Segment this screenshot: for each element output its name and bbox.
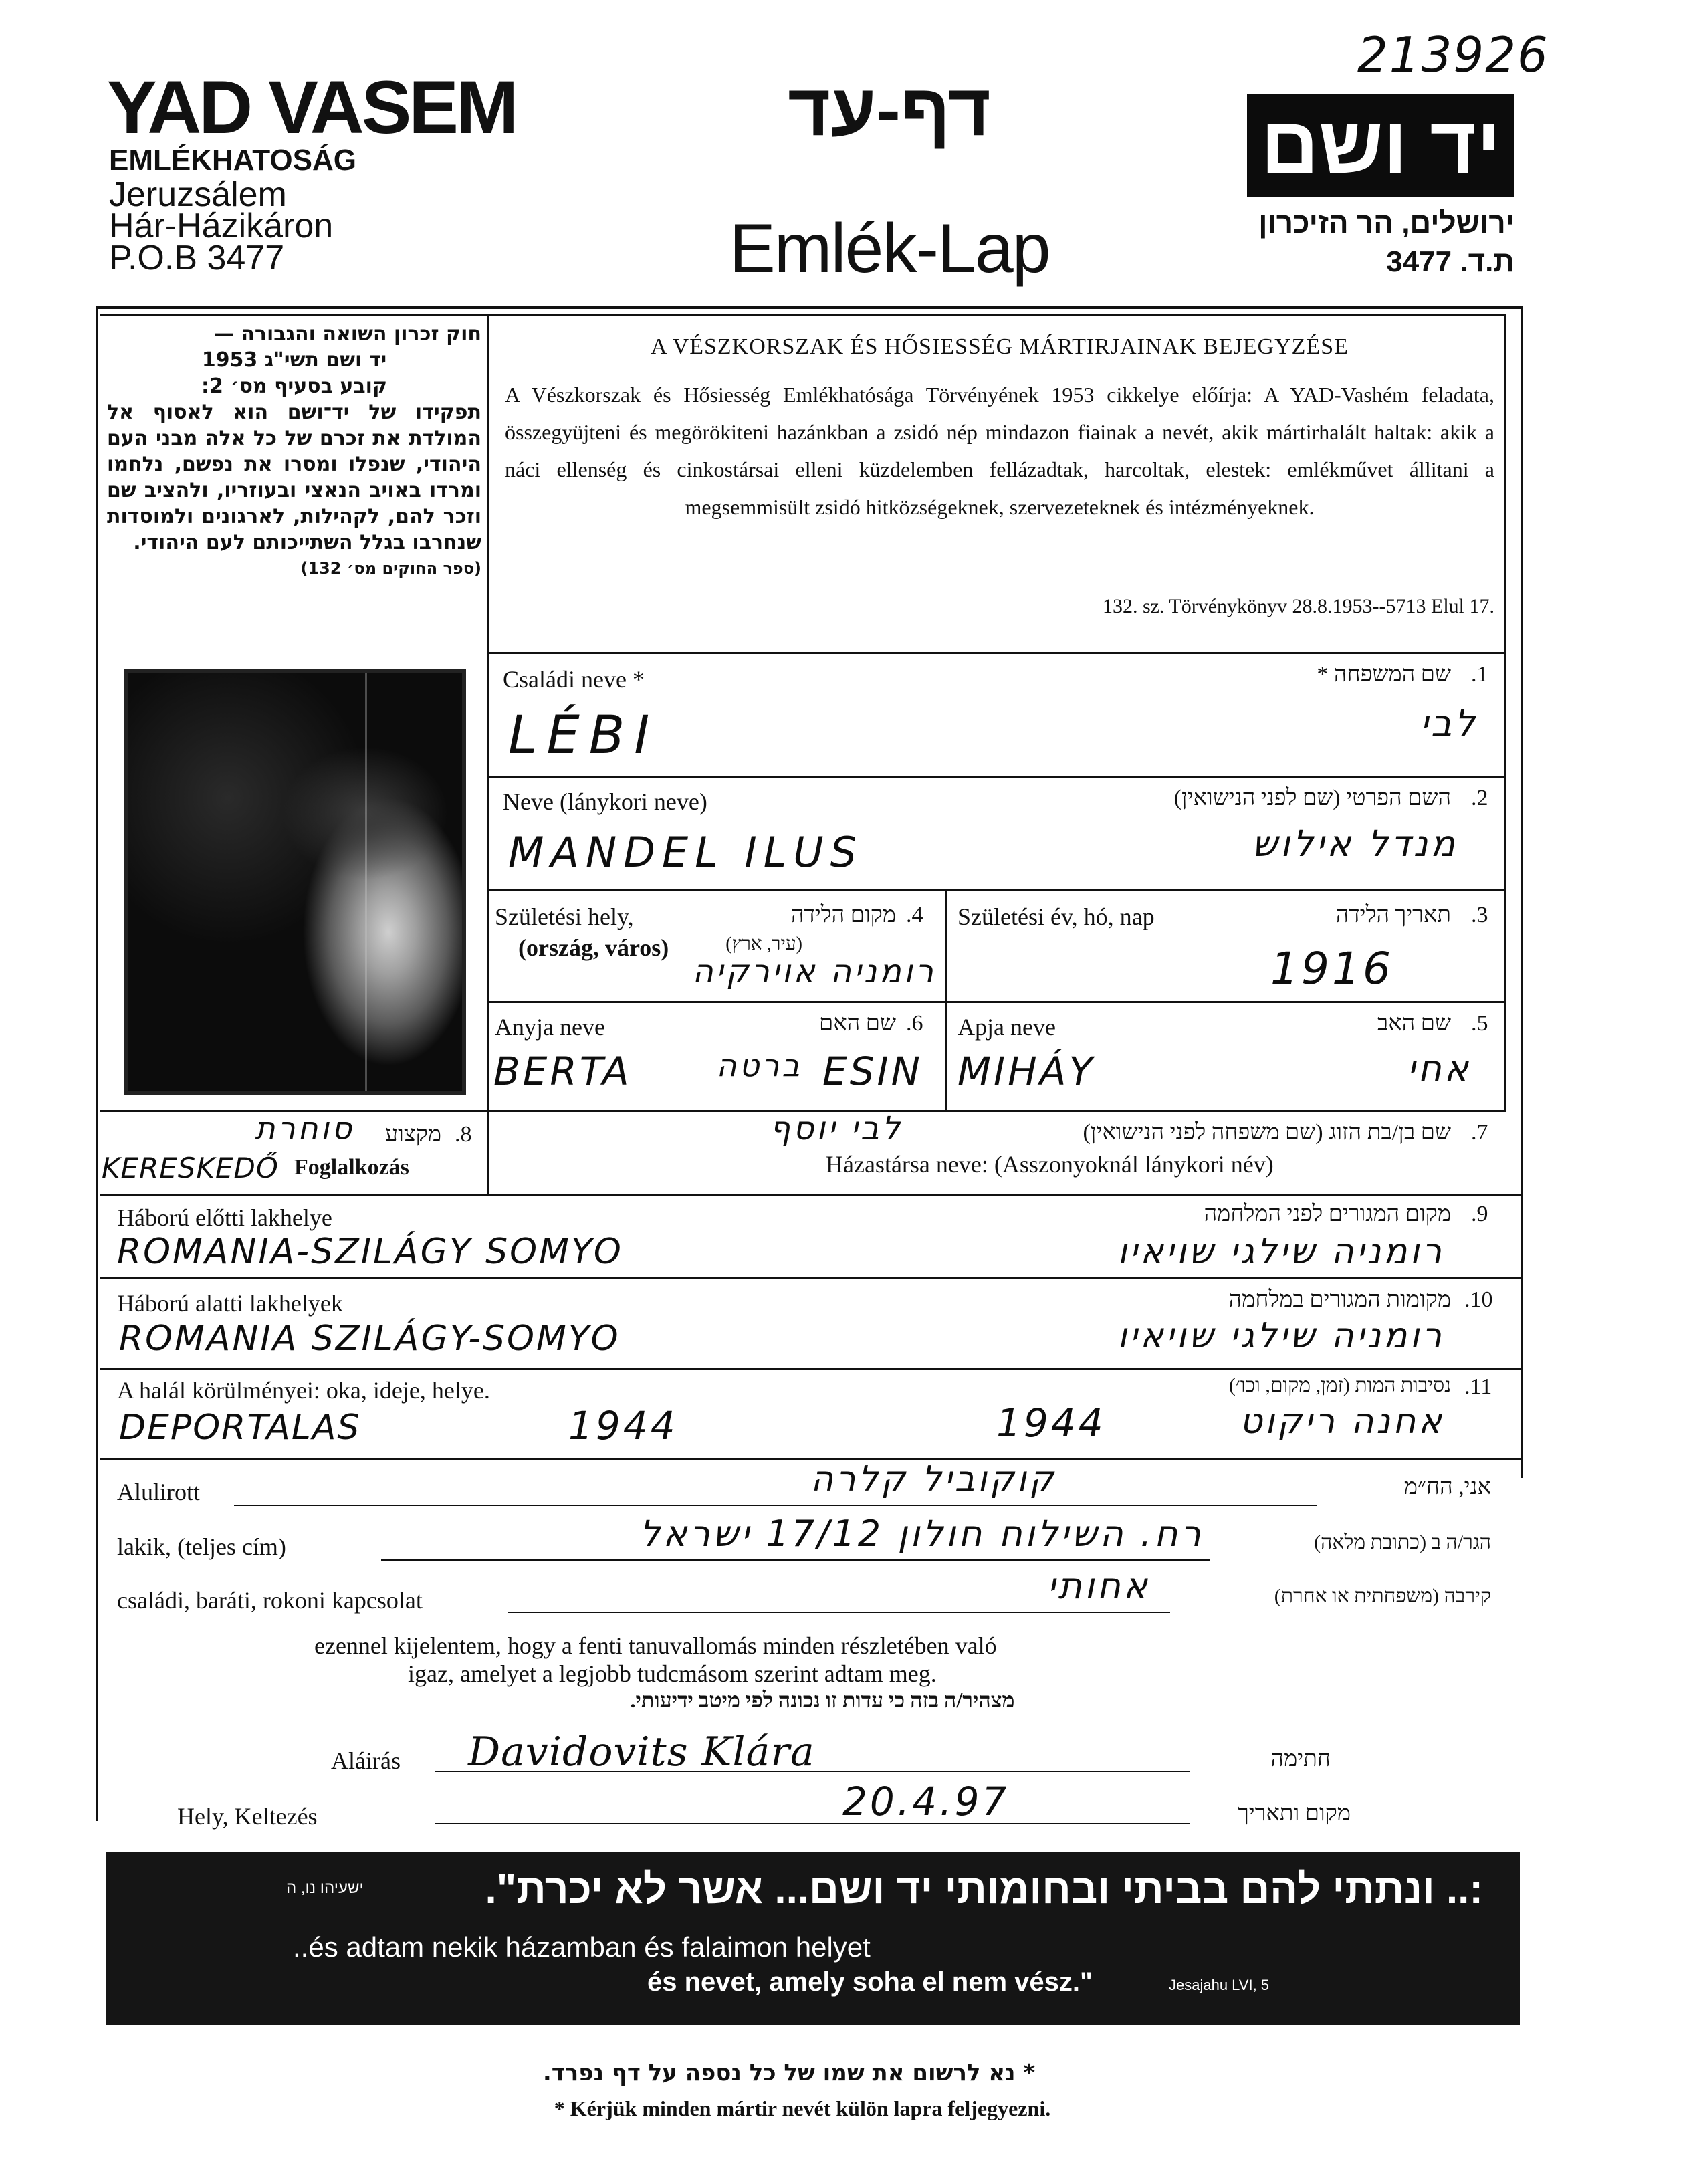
field10-label: Háború alatti lakhelyek <box>117 1290 343 1317</box>
field6-value-he: ברטה <box>716 1047 802 1083</box>
field5-label: Apja neve <box>958 1014 1056 1041</box>
field3-value: 1916 <box>1270 943 1393 994</box>
field2-label-he: השם הפרטי (שם לפני הנישואין) <box>1173 786 1451 810</box>
logo-text: יד ושם <box>1260 100 1501 190</box>
row4-top-line <box>487 1001 1506 1003</box>
footnote-hungarian: * Kérjük minden mártir nevét külön lapra feljegyezni. <box>554 2096 1051 2120</box>
declarant-address-label-he: הגר/ה ב (כתובת מלאה) <box>1314 1531 1491 1553</box>
field4-number: .4 <box>906 903 923 927</box>
photo-crease <box>365 673 367 1091</box>
row3-mid-line <box>945 889 947 1110</box>
field2-label: Neve (lánykori neve) <box>503 788 707 815</box>
field5-value-he: אחי <box>1407 1047 1471 1089</box>
field11-value-he: אחנה ריקוט <box>1240 1402 1444 1442</box>
field7-label-he: שם בן/בת הזוג (שם משפחה לפני הנישואין) <box>1083 1120 1451 1145</box>
declaration-hebrew: מצהיר/ה בזה כי עדות זו נכונה לפי מיטב ידיעותי. <box>630 1688 1015 1712</box>
declarant-address-line <box>381 1559 1210 1561</box>
row5-divider <box>487 1110 489 1194</box>
declarant-relation-line <box>508 1612 1170 1613</box>
signature-label-he: חתימה <box>1270 1747 1331 1771</box>
field2-value-he: מנדל אילוש <box>1252 823 1458 865</box>
hebrew-title: דף-עד <box>788 69 991 151</box>
field10-number: .10 <box>1464 1287 1493 1312</box>
field6-value: BERTA <box>493 1049 632 1094</box>
declarant-relation-value-he: אחותי <box>1047 1565 1150 1607</box>
field5-label-he: שם האב <box>1377 1011 1451 1036</box>
field1-label: Családi neve * <box>503 666 645 693</box>
field2-number: .2 <box>1471 786 1488 810</box>
org-city: Jeruzsálem <box>109 175 287 214</box>
field11-label-he: נסיבות המות (זמן, מקום, וכו׳) <box>1228 1374 1451 1396</box>
victim-photo <box>124 669 466 1095</box>
field4-label-2: (ország, város) <box>518 934 669 961</box>
field3-label-he: תאריך הלידה <box>1335 903 1451 927</box>
field10-label-he: מקומות המגורים במלחמה <box>1228 1287 1451 1312</box>
banner-hebrew-ref: ישעיהו נו, ה <box>286 1879 364 1897</box>
hebrew-law-heading: חוק זכרון השואה והגבורה — <box>213 322 481 346</box>
org-mountain: Hár-Házikáron <box>109 207 334 245</box>
row8-top-line <box>100 1368 1521 1370</box>
org-name: YAD VASEM <box>107 66 516 149</box>
declarant-name-value-he: קוקוביל קלרה <box>810 1459 1056 1499</box>
field9-value-he: רומניה שילגי שויאיו <box>1117 1232 1444 1272</box>
declarant-address-value-he: רח. השילוח חולון 17/12 ישראל <box>639 1513 1204 1555</box>
row1-top-line <box>487 652 1506 654</box>
field11-value-year: 1944 <box>568 1403 678 1448</box>
hebrew-pob: ת.ד. 3477 <box>1386 245 1514 278</box>
field9-number: .9 <box>1471 1202 1488 1226</box>
declarant-name-label: Alulirott <box>117 1479 200 1505</box>
archive-number: 213926 <box>1357 27 1549 83</box>
banner-hungarian-ref: Jesajahu LVI, 5 <box>1169 1977 1270 1993</box>
declarant-name-line <box>234 1505 1317 1506</box>
field7-value-he: לבי יוסף <box>770 1110 903 1148</box>
banner-hungarian-2: és nevet, amely soha el nem vész." <box>647 1967 1093 1997</box>
field7-number: .7 <box>1471 1120 1488 1145</box>
field4-label2-he: (עיר, ארץ) <box>725 934 802 954</box>
org-subtitle: EMLÉKHATOSÁG <box>109 144 356 177</box>
field9-label: Háború előtti lakhelye <box>117 1204 332 1231</box>
declarant-name-label-he: אני, הח״מ <box>1403 1475 1491 1499</box>
field1-value-he: לבי <box>1420 702 1478 744</box>
field8-value: KERESKEDŐ <box>102 1152 279 1184</box>
banner-hebrew-quote: :.. ונתתי להם בביתי ובחומותי יד ושם... אשר לא יכרת". <box>485 1866 1483 1913</box>
footer-banner <box>106 1852 1520 2025</box>
row7-top-line <box>100 1277 1521 1279</box>
hebrew-address: ירושלים, הר הזיכרון <box>1258 207 1514 239</box>
field1-number: .1 <box>1471 662 1488 687</box>
yad-vashem-logo <box>1247 94 1514 197</box>
signature-label: Aláirás <box>331 1747 401 1774</box>
field4-label-he: מקום הלידה <box>790 903 896 927</box>
field1-value: LÉBI <box>508 705 659 766</box>
declaration-line-2: igaz, amelyet a legjobb tudcmásom szerint adtam meg. <box>408 1660 937 1687</box>
field7-label: Házastársa neve: (Asszonyoknál lánykori név) <box>826 1151 1274 1178</box>
field3-number: .3 <box>1471 903 1488 927</box>
field11-value-year-he: 1944 <box>996 1400 1106 1446</box>
field8-number: .8 <box>455 1122 472 1147</box>
declaration-line-1: ezennel kijelentem, hogy a fenti tanuvallomás minden részletében való <box>314 1632 997 1659</box>
declarant-address-label: lakik, (teljes cím) <box>117 1533 286 1560</box>
row2-top-line <box>487 776 1506 778</box>
hebrew-law-year: יד ושם תשי"ג 1953 <box>201 348 387 372</box>
field9-value: ROMANIA-SZILÁGY SOMYO <box>117 1232 623 1272</box>
field4-value-he: רומניה אוירקיה <box>692 953 936 990</box>
frame-left-line <box>96 306 98 1821</box>
field2-value: MANDEL ILUS <box>508 828 864 877</box>
hungarian-box-top <box>487 314 1506 316</box>
field8-value-he: סוחרת <box>255 1110 354 1146</box>
field11-number: .11 <box>1464 1374 1492 1399</box>
hebrew-law-body: תפקידו של יד־ושם הוא לאסוף אל המולדת את זכרם של כל אלה מבני העם היהודי, שנפלו ומסרו את נפשם, נלחמו ומרדו באויב הנאצי ובעוזריו, ולהציב שם וזכר להם, לקהילות, לארגונים ולמוסדות שנחרבו בגלל השתייכותם לעם היהודי. <box>107 401 481 554</box>
field10-value-he: רומניה שילגי שויאיו <box>1117 1316 1444 1356</box>
field6-number: .6 <box>906 1011 923 1036</box>
field4-label: Születési hely, <box>495 903 634 930</box>
law-box-left-line <box>487 314 489 1110</box>
field9-label-he: מקום המגורים לפני המלחמה <box>1204 1202 1451 1226</box>
hebrew-law-text <box>107 321 481 582</box>
page-title: Emlék-Lap <box>729 210 1050 288</box>
hebrew-law-clause: קובע בסעיף מס׳ 2: <box>201 374 388 398</box>
place-date-label-he: מקום ותאריך <box>1238 1801 1351 1826</box>
frame-right-line <box>1521 306 1523 1478</box>
field6-label: Anyja neve <box>495 1014 605 1041</box>
place-date-value: 20.4.97 <box>842 1779 1010 1824</box>
declarant-relation-label-he: קירבה (משפחתית או אחרת) <box>1274 1585 1491 1607</box>
signature-value: Davidovits Klára <box>468 1729 815 1775</box>
field10-value: ROMANIA SZILÁGY-SOMYO <box>119 1319 621 1359</box>
org-pob: P.O.B 3477 <box>109 239 285 278</box>
field11-label: A halál körülményei: oka, ideje, helye. <box>117 1377 490 1404</box>
field3-label: Születési év, hó, nap <box>958 903 1155 930</box>
field8-label-he: מקצוע <box>384 1122 441 1147</box>
hungarian-law-reference: 132. sz. Törvénykönyv 28.8.1953--5713 Elul 17. <box>1102 595 1494 617</box>
place-date-label: Hely, Keltezés <box>177 1803 318 1830</box>
frame-top-line <box>96 306 1523 309</box>
hungarian-law-title: A VÉSZKORSZAK ÉS HŐSIESSÉG MÁRTIRJAINAK BEJEGYZÉSE <box>651 334 1349 359</box>
banner-hungarian-1: ..és adtam nekik házamban és falaimon helyet <box>293 1931 871 1963</box>
field5-value: MIHÁY <box>958 1049 1095 1094</box>
footnote-hebrew: * נא לרשום את שמו של כל נספה על דף נפרד. <box>542 2060 1036 2086</box>
field6-value-2: ESIN <box>822 1049 923 1094</box>
row6-top-line <box>100 1194 1521 1196</box>
field11-value: DEPORTALAS <box>119 1408 361 1448</box>
hungarian-law-body: A Vészkorszak és Hősiesség Emlékhatósága Törvényének 1953 cikkelye előírja: A YAD-Vashém feladata, összegyüjteni és megörökiteni hazánkban a zsidó nép mindazon fiainak a nevét, akik mártirhalált haltak: akik a náci ellenség és cinkostársai elleni küzdelemben fellázadtak, harcoltak, elestek: emlékművet állitani a megsemmisült zsidó hitközségeknek, szervezeteknek és intézményeknek. <box>505 383 1494 519</box>
hebrew-box-frame <box>100 314 489 316</box>
place-date-line <box>435 1823 1190 1824</box>
hebrew-law-reference: (ספר החוקים מס׳ 132) <box>300 559 481 578</box>
field5-number: .5 <box>1471 1011 1488 1036</box>
row3-top-line <box>487 889 1506 891</box>
declarant-relation-label: családi, baráti, rokoni kapcsolat <box>117 1587 423 1614</box>
field8-label: Foglalkozás <box>294 1155 409 1180</box>
law-box-right-line <box>1504 314 1506 1110</box>
field1-label-he: שם המשפחה * <box>1317 662 1451 687</box>
field6-label-he: שם האם <box>819 1011 896 1036</box>
